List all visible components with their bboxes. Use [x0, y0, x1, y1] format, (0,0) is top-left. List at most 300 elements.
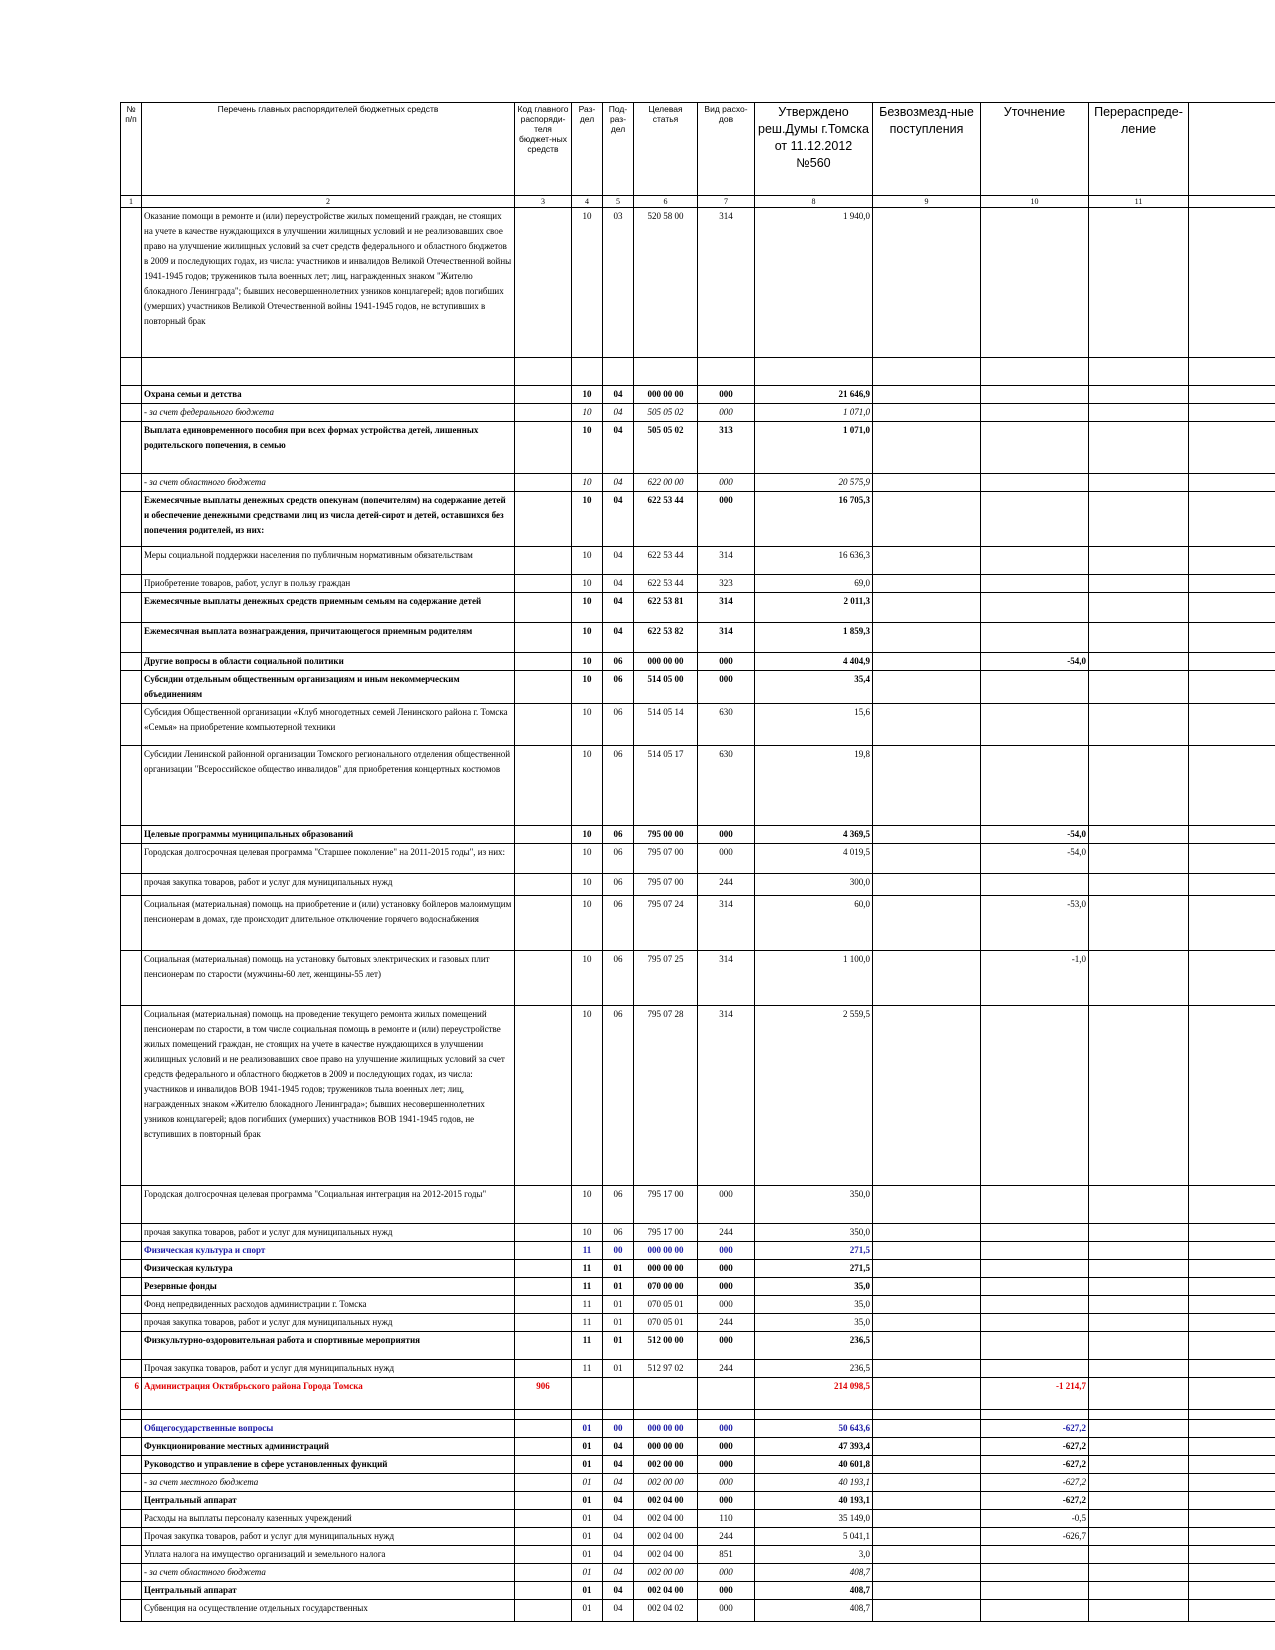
- table-row: [121, 1314, 1275, 1332]
- row-redistribution: [1089, 653, 1189, 671]
- row-target-article: 000 00 00: [634, 1438, 698, 1456]
- row-redistribution: [1089, 1360, 1189, 1378]
- row-expense-type: 244: [698, 1528, 755, 1546]
- column-number: 5: [603, 196, 634, 208]
- column-number: 10: [981, 196, 1089, 208]
- row-grant-amount: [873, 896, 981, 951]
- row-subsection: 06: [603, 844, 634, 874]
- row-section: 10: [572, 575, 603, 593]
- row-subsection: 00: [603, 1420, 634, 1438]
- budget-table: [120, 102, 1275, 1622]
- row-extra-cell: [1189, 593, 1275, 623]
- row-extra-cell: [1189, 844, 1275, 874]
- row-redistribution: [1089, 1186, 1189, 1224]
- row-admin-code: [515, 1314, 572, 1332]
- row-redistribution: [1089, 422, 1189, 474]
- row-target-article: 622 00 00: [634, 474, 698, 492]
- row-redistribution: [1089, 951, 1189, 1006]
- row-expense-type: 313: [698, 422, 755, 474]
- row-subsection: 04: [603, 474, 634, 492]
- table-row: [121, 874, 1275, 896]
- row-subsection: 06: [603, 653, 634, 671]
- row-admin-code: [515, 826, 572, 844]
- row-number: [121, 844, 142, 874]
- row-admin-code: [515, 1242, 572, 1260]
- row-redistribution: [1089, 404, 1189, 422]
- table-row: [121, 422, 1275, 474]
- row-name: Приобретение товаров, работ, услуг в пользу граждан: [142, 575, 515, 593]
- row-target-article: 070 00 00: [634, 1278, 698, 1296]
- row-subsection: 06: [603, 896, 634, 951]
- row-adjustment: -627,2: [981, 1492, 1089, 1510]
- row-adjustment: -53,0: [981, 896, 1089, 951]
- row-name: Социальная (материальная) помощь на приобретение и (или) установку бойлеров малоимущим пенсионерам в домах, где происходит длительное отключение горячего водоснабжения: [142, 896, 515, 951]
- row-admin-code: [515, 593, 572, 623]
- row-extra-cell: [1189, 1546, 1275, 1564]
- row-extra-cell: [1189, 896, 1275, 951]
- table-row: [121, 1438, 1275, 1456]
- row-expense-type: 110: [698, 1510, 755, 1528]
- row-target-article: 002 04 02: [634, 1600, 698, 1622]
- row-expense-type: 000: [698, 1242, 755, 1260]
- row-subsection: 04: [603, 1546, 634, 1564]
- row-section: 10: [572, 951, 603, 1006]
- row-extra-cell: [1189, 826, 1275, 844]
- row-expense-type: 000: [698, 404, 755, 422]
- table-row: [121, 575, 1275, 593]
- row-extra-cell: [1189, 1186, 1275, 1224]
- row-target-article: 002 04 00: [634, 1582, 698, 1600]
- row-subsection: 04: [603, 547, 634, 575]
- row-name: - за счет областного бюджета: [142, 474, 515, 492]
- row-approved-amount: 69,0: [755, 575, 873, 593]
- row-number: [121, 1278, 142, 1296]
- row-adjustment: [981, 1296, 1089, 1314]
- row-target-article: 622 53 44: [634, 492, 698, 547]
- row-grant-amount: [873, 951, 981, 1006]
- row-number: [121, 671, 142, 704]
- row-target-article: 000 00 00: [634, 1242, 698, 1260]
- row-name: Меры социальной поддержки населения по публичным нормативным обязательствам: [142, 547, 515, 575]
- row-adjustment: [981, 671, 1089, 704]
- row-redistribution: [1089, 474, 1189, 492]
- table-row: [121, 593, 1275, 623]
- row-number: [121, 208, 142, 358]
- row-adjustment: [981, 1410, 1089, 1420]
- row-section: 10: [572, 623, 603, 653]
- row-subsection: 04: [603, 1438, 634, 1456]
- row-subsection: 04: [603, 492, 634, 547]
- row-extra-cell: [1189, 623, 1275, 653]
- row-target-article: 000 00 00: [634, 653, 698, 671]
- row-subsection: [603, 358, 634, 386]
- row-grant-amount: [873, 1332, 981, 1360]
- row-subsection: 04: [603, 1600, 634, 1622]
- row-redistribution: [1089, 1582, 1189, 1600]
- row-subsection: 04: [603, 1564, 634, 1582]
- row-subsection: 06: [603, 951, 634, 1006]
- row-target-article: 070 05 01: [634, 1314, 698, 1332]
- row-section: 01: [572, 1600, 603, 1622]
- row-approved-amount: 1 940,0: [755, 208, 873, 358]
- row-name: прочая закупка товаров, работ и услуг для муниципальных нужд: [142, 874, 515, 896]
- row-subsection: 04: [603, 623, 634, 653]
- row-adjustment: [981, 1360, 1089, 1378]
- row-extra-cell: [1189, 208, 1275, 358]
- row-name: [142, 358, 515, 386]
- row-approved-amount: 271,5: [755, 1260, 873, 1278]
- row-grant-amount: [873, 1492, 981, 1510]
- row-name: Оказание помощи в ремонте и (или) переустройстве жилых помещений граждан, не стоящих на учете в качестве нуждающихся в улучшении жилищных условий и не реализовавших свое право на улучшение жилищных условий за счет средств федерального и областного бюджетов в 2009 и последующих годах, из числа: участников и инвалидов Великой Отечественной войны 1941-1945 годов; тружеников тыла военных лет; лиц, награжденных знаком "Жителю блокадного Ленинграда"; бывших несовершеннолетних узников концлагерей; вдов погибших (умерших) участников Великой Отечественной войны 1941-1945 годов, не вступивших в повторный брак: [142, 208, 515, 358]
- row-subsection: 01: [603, 1278, 634, 1296]
- row-admin-code: [515, 1186, 572, 1224]
- row-expense-type: 314: [698, 547, 755, 575]
- row-grant-amount: [873, 746, 981, 826]
- row-section: 01: [572, 1510, 603, 1528]
- row-redistribution: [1089, 704, 1189, 746]
- row-subsection: 04: [603, 1528, 634, 1546]
- row-adjustment: [981, 404, 1089, 422]
- row-adjustment: [981, 1224, 1089, 1242]
- row-expense-type: [698, 358, 755, 386]
- row-number: [121, 746, 142, 826]
- row-adjustment: -627,2: [981, 1438, 1089, 1456]
- row-redistribution: [1089, 593, 1189, 623]
- row-extra-cell: [1189, 1600, 1275, 1622]
- row-adjustment: -627,2: [981, 1420, 1089, 1438]
- row-adjustment: [981, 1186, 1089, 1224]
- row-name: Прочая закупка товаров, работ и услуг для муниципальных нужд: [142, 1528, 515, 1546]
- row-expense-type: 000: [698, 1278, 755, 1296]
- row-extra-cell: [1189, 575, 1275, 593]
- row-redistribution: [1089, 1332, 1189, 1360]
- row-grant-amount: [873, 1474, 981, 1492]
- table-row: [121, 623, 1275, 653]
- row-grant-amount: [873, 826, 981, 844]
- row-admin-code: [515, 386, 572, 404]
- row-section: 11: [572, 1360, 603, 1378]
- row-subsection: 04: [603, 593, 634, 623]
- row-redistribution: [1089, 358, 1189, 386]
- row-approved-amount: 1 071,0: [755, 422, 873, 474]
- row-number: [121, 826, 142, 844]
- row-adjustment: [981, 208, 1089, 358]
- row-grant-amount: [873, 404, 981, 422]
- row-admin-code: [515, 575, 572, 593]
- row-approved-amount: 16 636,3: [755, 547, 873, 575]
- row-name: Центральный аппарат: [142, 1582, 515, 1600]
- row-expense-type: 630: [698, 704, 755, 746]
- row-expense-type: 000: [698, 671, 755, 704]
- row-extra-cell: [1189, 1510, 1275, 1528]
- table-row: [121, 1474, 1275, 1492]
- row-extra-cell: [1189, 746, 1275, 826]
- row-target-article: 622 53 44: [634, 547, 698, 575]
- row-adjustment: [981, 575, 1089, 593]
- row-section: 01: [572, 1420, 603, 1438]
- row-target-article: 505 05 02: [634, 404, 698, 422]
- row-target-article: 514 05 00: [634, 671, 698, 704]
- row-redistribution: [1089, 1456, 1189, 1474]
- row-redistribution: [1089, 1510, 1189, 1528]
- row-adjustment: [981, 1314, 1089, 1332]
- table-row: [121, 1410, 1275, 1420]
- row-number: [121, 1546, 142, 1564]
- table-row: [121, 386, 1275, 404]
- row-number: [121, 1564, 142, 1582]
- row-name: Общегосударственные вопросы: [142, 1420, 515, 1438]
- row-section: 01: [572, 1492, 603, 1510]
- row-name: Целевые программы муниципальных образований: [142, 826, 515, 844]
- row-approved-amount: 300,0: [755, 874, 873, 896]
- table-row: [121, 951, 1275, 1006]
- row-expense-type: 000: [698, 826, 755, 844]
- row-adjustment: [981, 1582, 1089, 1600]
- row-redistribution: [1089, 1006, 1189, 1186]
- row-number: [121, 951, 142, 1006]
- header-cell: Безвозмезд-ные поступления: [873, 103, 981, 196]
- row-admin-code: [515, 844, 572, 874]
- row-target-article: 514 05 17: [634, 746, 698, 826]
- row-grant-amount: [873, 844, 981, 874]
- row-approved-amount: 2 011,3: [755, 593, 873, 623]
- table-row: [121, 746, 1275, 826]
- row-name: Ежемесячная выплата вознаграждения, причитающегося приемным родителям: [142, 623, 515, 653]
- row-expense-type: 630: [698, 746, 755, 826]
- header-cell: Перераспреде-ление: [1089, 103, 1189, 196]
- row-grant-amount: [873, 874, 981, 896]
- row-adjustment: [981, 492, 1089, 547]
- row-extra-cell: [1189, 492, 1275, 547]
- row-admin-code: [515, 1528, 572, 1546]
- row-admin-code: [515, 896, 572, 951]
- row-name: Физическая культура: [142, 1260, 515, 1278]
- row-grant-amount: [873, 653, 981, 671]
- row-subsection: 06: [603, 704, 634, 746]
- row-grant-amount: [873, 1186, 981, 1224]
- row-approved-amount: [755, 1410, 873, 1420]
- row-admin-code: [515, 474, 572, 492]
- row-target-article: 002 04 00: [634, 1528, 698, 1546]
- row-section: 10: [572, 826, 603, 844]
- row-number: [121, 1332, 142, 1360]
- row-number: [121, 547, 142, 575]
- row-extra-cell: [1189, 1492, 1275, 1510]
- table-row: [121, 1006, 1275, 1186]
- row-section: 11: [572, 1260, 603, 1278]
- row-section: 10: [572, 896, 603, 951]
- row-adjustment: -54,0: [981, 826, 1089, 844]
- table-row: [121, 1600, 1275, 1622]
- row-admin-code: [515, 671, 572, 704]
- row-section: 10: [572, 844, 603, 874]
- row-target-article: 795 07 25: [634, 951, 698, 1006]
- row-target-article: 002 04 00: [634, 1510, 698, 1528]
- row-number: [121, 422, 142, 474]
- row-approved-amount: 271,5: [755, 1242, 873, 1260]
- column-number: 4: [572, 196, 603, 208]
- row-name: Центральный аппарат: [142, 1492, 515, 1510]
- row-approved-amount: 4 019,5: [755, 844, 873, 874]
- row-expense-type: 000: [698, 1600, 755, 1622]
- row-extra-cell: [1189, 1296, 1275, 1314]
- row-redistribution: [1089, 826, 1189, 844]
- row-number: [121, 1492, 142, 1510]
- row-number: [121, 1410, 142, 1420]
- row-adjustment: -54,0: [981, 653, 1089, 671]
- row-target-article: [634, 1378, 698, 1410]
- row-extra-cell: [1189, 1006, 1275, 1186]
- row-approved-amount: 15,6: [755, 704, 873, 746]
- row-number: [121, 1314, 142, 1332]
- row-adjustment: -627,2: [981, 1474, 1089, 1492]
- row-expense-type: 000: [698, 844, 755, 874]
- table-row: [121, 1420, 1275, 1438]
- row-approved-amount: 40 193,1: [755, 1474, 873, 1492]
- row-adjustment: [981, 1278, 1089, 1296]
- row-grant-amount: [873, 422, 981, 474]
- row-grant-amount: [873, 547, 981, 575]
- header-cell: Утверждено реш.Думы г.Томска от 11.12.2012 №560: [755, 103, 873, 196]
- row-approved-amount: 19,8: [755, 746, 873, 826]
- row-target-article: [634, 1410, 698, 1420]
- row-target-article: 002 00 00: [634, 1474, 698, 1492]
- row-subsection: 01: [603, 1360, 634, 1378]
- row-name: Социальная (материальная) помощь на проведение текущего ремонта жилых помещений пенсионерам по старости, в том числе социальная помощь в ремонте и (или) переустройстве жилых помещений граждан, не стоящих на учете в качестве нуждающихся в улучшении жилищных условий и не реализовавших свое право на улучшение жилищных условий за счет средств федерального и областного бюджетов в 2009 и последующих годах, из числа: участников и инвалидов ВОВ 1941-1945 годов; тружеников тыла военных лет; лиц, награжденных знаком «Жителю блокадного Ленинграда»; бывших несовершеннолетних узников концлагерей; вдов погибших (умерших) участников ВОВ 1941-1945 годов, не вступивших в повторный брак: [142, 1006, 515, 1186]
- column-number: [1189, 196, 1275, 208]
- row-approved-amount: 35,0: [755, 1296, 873, 1314]
- table-row: [121, 671, 1275, 704]
- row-approved-amount: 60,0: [755, 896, 873, 951]
- row-subsection: 00: [603, 1242, 634, 1260]
- row-subsection: 06: [603, 826, 634, 844]
- row-adjustment: [981, 358, 1089, 386]
- row-redistribution: [1089, 1296, 1189, 1314]
- row-admin-code: [515, 492, 572, 547]
- row-grant-amount: [873, 1260, 981, 1278]
- row-section: 10: [572, 671, 603, 704]
- row-section: [572, 1410, 603, 1420]
- row-expense-type: 244: [698, 1314, 755, 1332]
- table-row: [121, 1510, 1275, 1528]
- row-grant-amount: [873, 1314, 981, 1332]
- row-approved-amount: 4 404,9: [755, 653, 873, 671]
- row-number: [121, 1186, 142, 1224]
- row-expense-type: 000: [698, 653, 755, 671]
- row-name: Другие вопросы в области социальной политики: [142, 653, 515, 671]
- row-number: [121, 1456, 142, 1474]
- row-expense-type: 244: [698, 874, 755, 896]
- row-subsection: 04: [603, 1456, 634, 1474]
- row-redistribution: [1089, 386, 1189, 404]
- row-grant-amount: [873, 358, 981, 386]
- row-approved-amount: 47 393,4: [755, 1438, 873, 1456]
- row-admin-code: [515, 1474, 572, 1492]
- row-admin-code: [515, 623, 572, 653]
- row-adjustment: [981, 1332, 1089, 1360]
- row-number: [121, 1360, 142, 1378]
- row-extra-cell: [1189, 1314, 1275, 1332]
- row-name: Физическая культура и спорт: [142, 1242, 515, 1260]
- row-redistribution: [1089, 1420, 1189, 1438]
- row-name: Субвенция на осуществление отдельных государственных: [142, 1600, 515, 1622]
- table-row: [121, 1332, 1275, 1360]
- row-redistribution: [1089, 1564, 1189, 1582]
- row-expense-type: 314: [698, 1006, 755, 1186]
- table-row: [121, 358, 1275, 386]
- row-grant-amount: [873, 1006, 981, 1186]
- row-section: 01: [572, 1564, 603, 1582]
- row-extra-cell: [1189, 404, 1275, 422]
- row-name: Городская долгосрочная целевая программа "Социальная интеграция на 2012-2015 годы": [142, 1186, 515, 1224]
- row-number: [121, 404, 142, 422]
- row-approved-amount: 236,5: [755, 1360, 873, 1378]
- header-cell: Целевая статья: [634, 103, 698, 196]
- row-grant-amount: [873, 1420, 981, 1438]
- row-adjustment: [981, 1242, 1089, 1260]
- row-section: 11: [572, 1314, 603, 1332]
- row-admin-code: [515, 404, 572, 422]
- row-subsection: 06: [603, 1006, 634, 1186]
- row-name: Физкультурно-оздоровительная работа и спортивные мероприятия: [142, 1332, 515, 1360]
- row-section: 01: [572, 1438, 603, 1456]
- row-redistribution: [1089, 844, 1189, 874]
- row-number: [121, 1420, 142, 1438]
- row-name: Субсидия Общественной организации «Клуб многодетных семей Ленинского района г. Томска «Семья» на приобретение компьютерной техники: [142, 704, 515, 746]
- row-approved-amount: 1 071,0: [755, 404, 873, 422]
- row-admin-code: [515, 1546, 572, 1564]
- table-row: [121, 896, 1275, 951]
- row-redistribution: [1089, 1224, 1189, 1242]
- row-number: [121, 653, 142, 671]
- row-extra-cell: [1189, 874, 1275, 896]
- row-approved-amount: 1 859,3: [755, 623, 873, 653]
- row-redistribution: [1089, 575, 1189, 593]
- row-redistribution: [1089, 746, 1189, 826]
- row-expense-type: 314: [698, 623, 755, 653]
- row-name: Резервные фонды: [142, 1278, 515, 1296]
- header-cell: Вид расхо-дов: [698, 103, 755, 196]
- row-expense-type: 323: [698, 575, 755, 593]
- row-extra-cell: [1189, 1278, 1275, 1296]
- row-approved-amount: 35,0: [755, 1314, 873, 1332]
- row-expense-type: 244: [698, 1360, 755, 1378]
- row-section: 01: [572, 1582, 603, 1600]
- row-section: 10: [572, 1006, 603, 1186]
- row-subsection: 04: [603, 386, 634, 404]
- row-subsection: 06: [603, 1186, 634, 1224]
- row-adjustment: -1 214,7: [981, 1378, 1089, 1410]
- row-adjustment: [981, 746, 1089, 826]
- row-target-article: 000 00 00: [634, 1420, 698, 1438]
- row-target-article: 000 00 00: [634, 386, 698, 404]
- row-section: 10: [572, 547, 603, 575]
- row-name: прочая закупка товаров, работ и услуг для муниципальных нужд: [142, 1314, 515, 1332]
- row-target-article: 514 05 14: [634, 704, 698, 746]
- row-admin-code: [515, 1456, 572, 1474]
- row-admin-code: [515, 951, 572, 1006]
- row-expense-type: 000: [698, 1456, 755, 1474]
- row-extra-cell: [1189, 1410, 1275, 1420]
- row-subsection: 04: [603, 422, 634, 474]
- row-number: [121, 358, 142, 386]
- row-approved-amount: 40 601,8: [755, 1456, 873, 1474]
- row-redistribution: [1089, 1242, 1189, 1260]
- row-grant-amount: [873, 1224, 981, 1242]
- row-name: Охрана семьи и детства: [142, 386, 515, 404]
- row-redistribution: [1089, 1260, 1189, 1278]
- row-expense-type: 000: [698, 1260, 755, 1278]
